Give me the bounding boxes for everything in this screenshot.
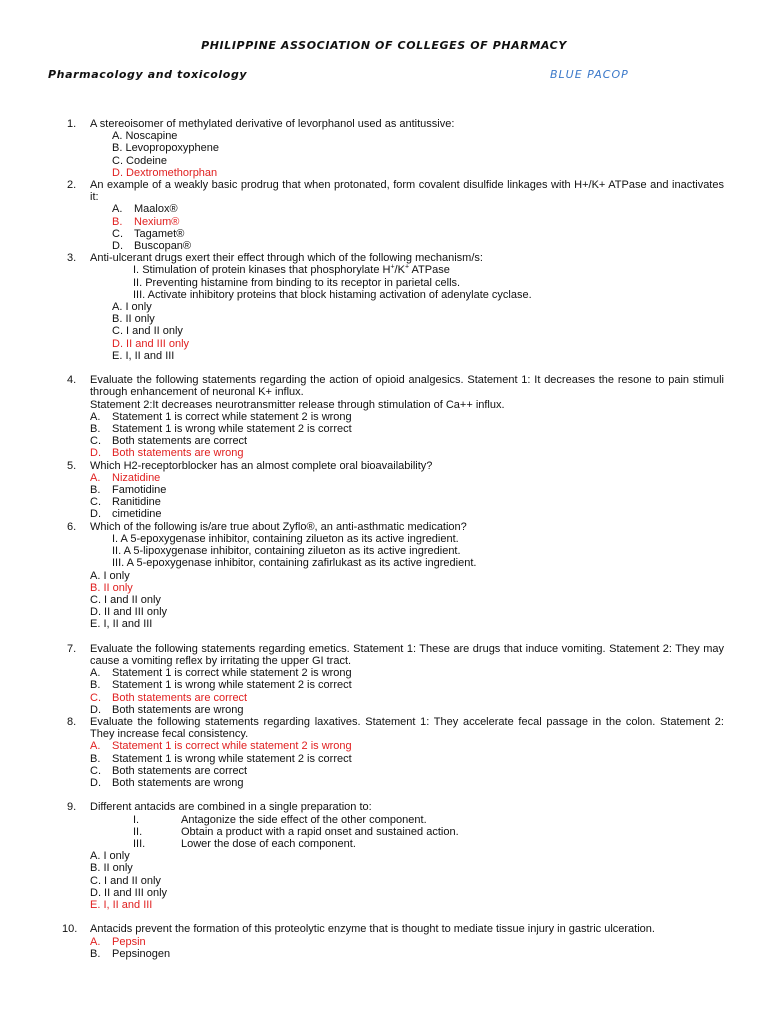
option-letter: C. — [112, 227, 123, 240]
option: C. Ranitidine — [90, 496, 161, 509]
option: D. II and III only — [90, 886, 168, 899]
question-6 — [64, 521, 724, 631]
question-number: 9. — [67, 801, 77, 814]
exam-code-label: BLUE PACOP — [550, 68, 629, 81]
statement: III. Lower the dose of each component. — [133, 837, 356, 850]
question-5 — [64, 460, 724, 521]
question-number: 4. — [67, 374, 77, 387]
option: B. Levopropoxyphene — [112, 142, 220, 155]
question-number: 10. — [62, 923, 78, 936]
question-2 — [64, 179, 724, 252]
question-number: 5. — [67, 459, 77, 472]
question-stem: Evaluate the following statements regarding laxatives. Statement 1: They accelerate fecal passage in the colon. Statement 2: They increase fecal consistency. — [90, 715, 724, 741]
option: C. I and II only — [90, 874, 161, 887]
correct-option: A. Pepsin — [90, 935, 146, 948]
question-list — [64, 118, 724, 960]
question-number: 1. — [67, 118, 77, 130]
question-3 — [64, 252, 724, 362]
statement: II. Obtain a product with a rapid onset and sustained action. — [133, 825, 459, 838]
question-stem: An example of a weakly basic prodrug that when protonated, form covalent disulfide linkages with H+/K+ ATPase and inactivates it: — [90, 179, 724, 204]
correct-option: D. Both statements are wrong — [90, 447, 244, 460]
option: B. Statement 1 is wrong while statement 2 is correct — [90, 752, 352, 765]
option: B. II only — [112, 313, 155, 326]
option: A. Statement 1 is correct while statement 2 is wrong — [90, 410, 352, 423]
statement: I. Stimulation of protein kinases that phosphorylate H+/K+ ATPase — [133, 263, 450, 277]
option: A. I only — [90, 850, 130, 863]
option-text: Tagamet® — [134, 227, 185, 240]
correct-option: A. Statement 1 is correct while statement 2 is wrong — [90, 740, 352, 753]
question-stem: Evaluate the following statements regarding the action of opioid analgesics. Statement 1: It decreases the resone to pain stimuli through enhancement of neuronal K+ influx. — [90, 374, 724, 399]
option-letter: B. — [112, 215, 123, 228]
question-stem: A stereoisomer of methylated derivative of levorphanol used as antitussive: — [90, 118, 455, 130]
question-stem: Which H2-receptorblocker has an almost complete oral bioavailability? — [90, 459, 433, 472]
question-9 — [64, 801, 724, 911]
option — [90, 240, 724, 252]
correct-option: A. Nizatidine — [90, 471, 161, 484]
option — [90, 228, 724, 240]
question-stem: Different antacids are combined in a single preparation to: — [90, 801, 372, 814]
question-4 — [64, 374, 724, 459]
option — [90, 203, 724, 215]
option-text: Nexium® — [134, 215, 180, 228]
option: A. I only — [90, 569, 130, 582]
option: B. Statement 1 is wrong while statement 2 is correct — [90, 679, 352, 692]
question-stem: Statement 2:It decreases neurotransmitter release through stimulation of Ca++ influx. — [90, 398, 505, 411]
question-number: 3. — [67, 252, 77, 265]
question-number: 7. — [67, 642, 77, 655]
correct-option: D. II and III only — [112, 337, 190, 350]
option: C. I and II only — [112, 325, 183, 338]
option-letter: A. — [112, 203, 123, 216]
option: D. Both statements are wrong — [90, 776, 244, 789]
option: D. Both statements are wrong — [90, 703, 244, 716]
option: A. I only — [112, 301, 152, 314]
correct-option: D. Dextromethorphan — [112, 166, 218, 179]
option: D. II and III only — [90, 606, 168, 619]
document-title: PHILIPPINE ASSOCIATION OF COLLEGES OF PHARMACY — [201, 39, 567, 52]
option: B. Pepsinogen — [90, 947, 171, 960]
statement: II. A 5-lipoxygenase inhibitor, containing zilueton as its active ingredient. — [112, 545, 461, 558]
statement: I. Antagonize the side effect of the other component. — [133, 813, 427, 826]
option-text: Maalox® — [134, 203, 178, 216]
question-10 — [64, 923, 724, 960]
option: C. Both statements are correct — [90, 435, 248, 448]
subject-label: Pharmacology and toxicology — [48, 68, 248, 81]
question-1 — [64, 118, 724, 179]
option-letter: D. — [112, 240, 123, 253]
statement: III. A 5-epoxygenase inhibitor, containing zafirlukast as its active ingredient. — [112, 557, 477, 570]
option: A. Noscapine — [112, 130, 178, 143]
option: D. cimetidine — [90, 508, 162, 521]
question-number: 8. — [67, 715, 77, 728]
option: B. II only — [90, 862, 133, 875]
question-number: 6. — [67, 520, 77, 533]
option: C. Codeine — [112, 154, 168, 167]
statement: II. Preventing histamine from binding to its receptor in parietal cells. — [133, 276, 461, 289]
question-stem: Which of the following is/are true about Zyflo®, an anti-asthmatic medication? — [90, 520, 467, 533]
option: E. I, II and III — [112, 349, 175, 362]
option-text: Buscopan® — [134, 240, 192, 253]
question-8 — [64, 716, 724, 789]
correct-option: C. Both statements are correct — [90, 691, 248, 704]
option: C. Both statements are correct — [90, 764, 248, 777]
correct-option — [90, 216, 724, 228]
statement: I. A 5-epoxygenase inhibitor, containing zilueton as its active ingredient. — [112, 532, 459, 545]
question-stem: Anti-ulcerant drugs exert their effect through which of the following mechanism/s: — [90, 252, 483, 265]
correct-option: B. II only — [90, 581, 133, 594]
question-7 — [64, 643, 724, 716]
question-stem: Evaluate the following statements regarding emetics. Statement 1: These are drugs that induce vomiting. Statement 2: They may cause a vomiting reflex by irritating the upper GI tract. — [90, 642, 724, 667]
question-number: 2. — [67, 179, 77, 192]
option: B. Famotidine — [90, 484, 167, 497]
option: C. I and II only — [90, 593, 161, 606]
option: B. Statement 1 is wrong while statement 2 is correct — [90, 423, 352, 436]
question-stem: Antacids prevent the formation of this proteolytic enzyme that is thought to mediate tissue injury in gastric ulceration. — [90, 923, 655, 936]
statement: III. Activate inhibitory proteins that block histaming activation of adenylate cyclase. — [133, 288, 532, 301]
option: E. I, II and III — [90, 618, 153, 631]
option: A. Statement 1 is correct while statement 2 is wrong — [90, 667, 352, 680]
correct-option: E. I, II and III — [90, 898, 153, 911]
